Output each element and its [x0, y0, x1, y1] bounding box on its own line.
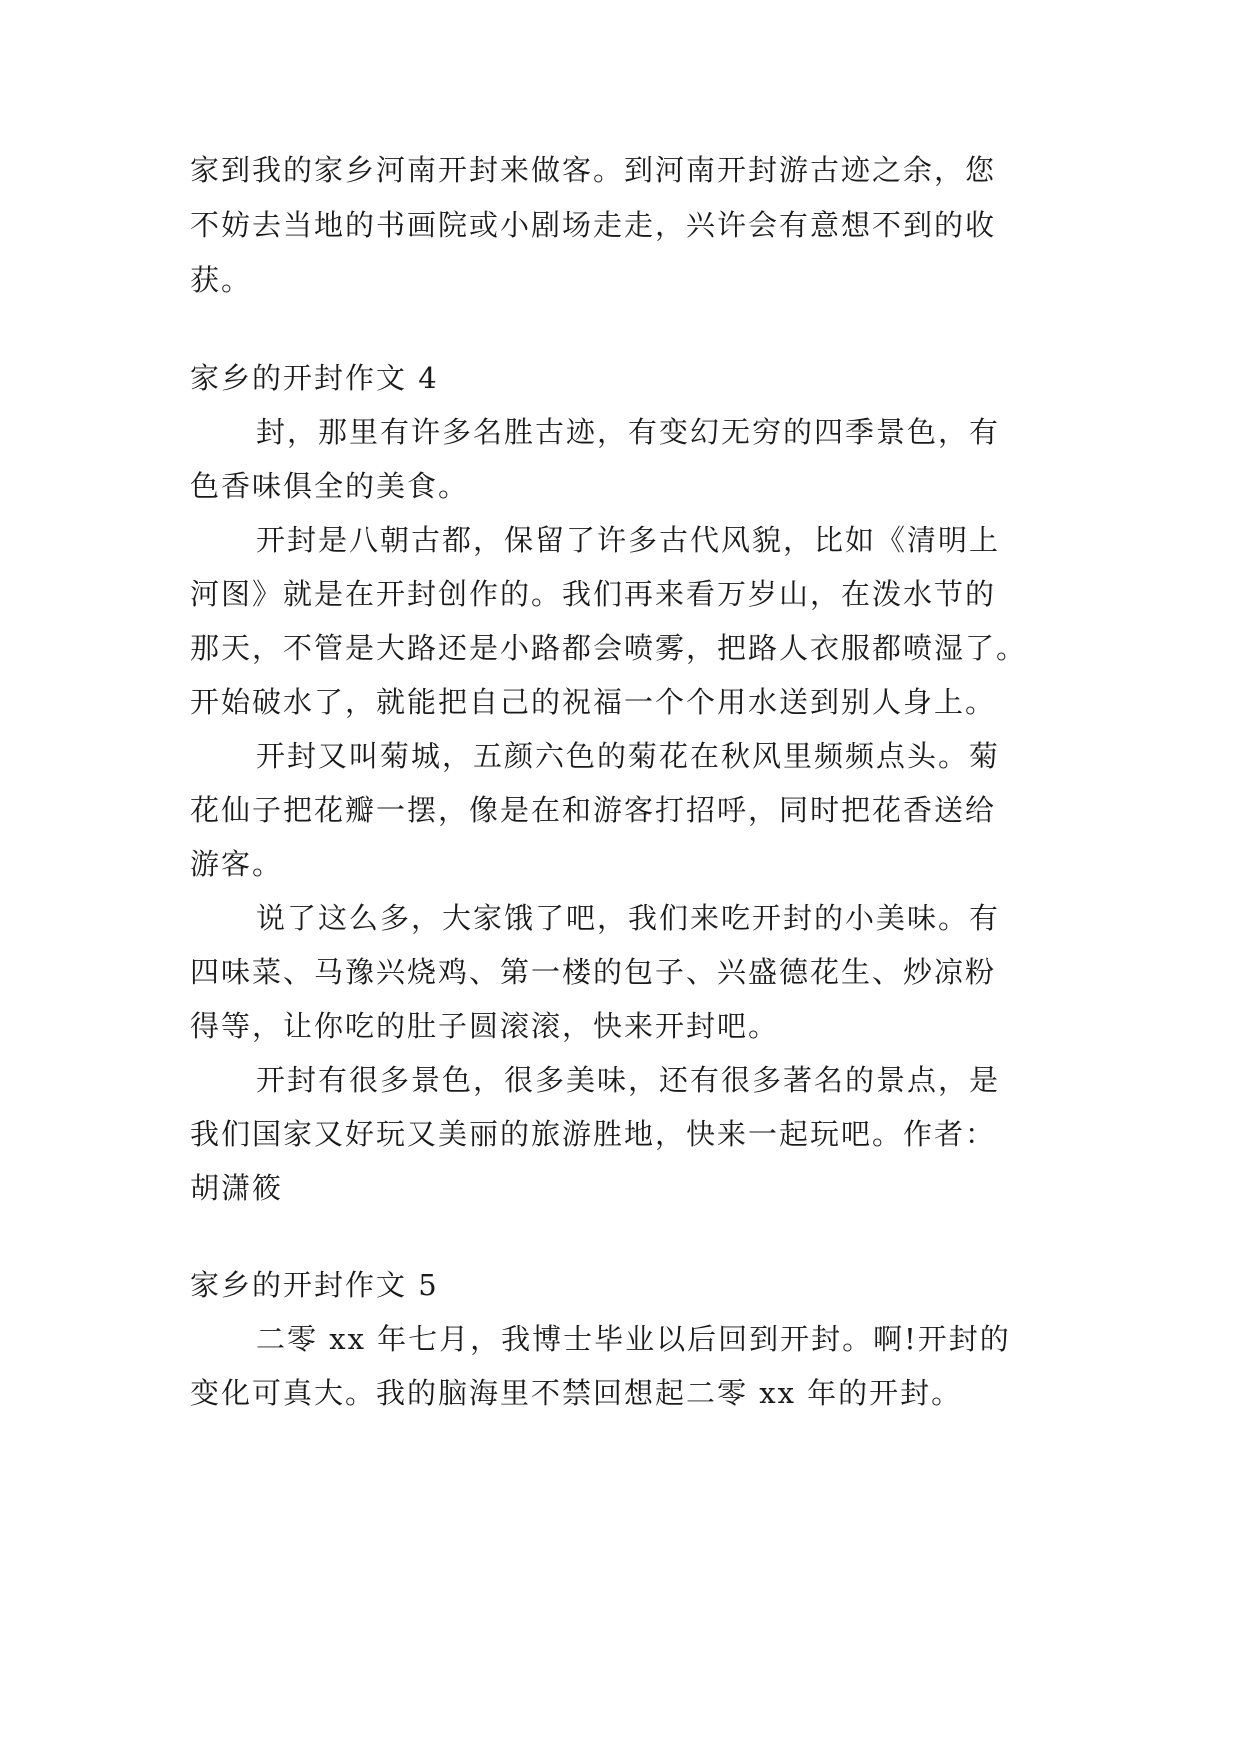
text-line: 开封是八朝古都，保留了许多古代风貌，比如《清明上: [256, 523, 1001, 557]
text-line: 游客。: [190, 847, 284, 881]
text-line: 封，那里有许多名胜古迹，有变幻无穷的四季景色，有: [256, 415, 1001, 449]
text-line: 那天，不管是大路还是小路都会喷雾，把路人衣服都喷湿了。: [190, 631, 1028, 665]
text-line: 说了这么多，大家饿了吧，我们来吃开封的小美味。有: [256, 901, 1001, 935]
text-line: 家到我的家乡河南开封来做客。到河南开封游古迹之余，您: [190, 153, 997, 187]
text-line: 开始破水了，就能把自己的祝福一个个用水送到别人身上。: [190, 685, 997, 719]
text-line: 河图》就是在开封创作的。我们再来看万岁山，在泼水节的: [190, 577, 997, 611]
text-line: 得等，让你吃的肚子圆滚滚，快来开封吧。: [190, 1009, 780, 1043]
text-line: 四味菜、马豫兴烧鸡、第一楼的包子、兴盛德花生、炒凉粉: [190, 955, 997, 989]
section-heading: 家乡的开封作文 4: [190, 361, 439, 395]
text-line: 开封有很多景色，很多美味，还有很多著名的景点，是: [256, 1063, 1001, 1097]
section-heading: 家乡的开封作文 5: [190, 1268, 439, 1302]
text-line: 开封又叫菊城，五颜六色的菊花在秋风里频频点头。菊: [256, 739, 1001, 773]
text-line: 胡潇筱: [190, 1171, 284, 1205]
text-line: 花仙子把花瓣一摆，像是在和游客打招呼，同时把花香送给: [190, 793, 997, 827]
text-line: 色香味俱全的美食。: [190, 469, 470, 503]
text-line: 变化可真大。我的脑海里不禁回想起二零 xx 年的开封。: [190, 1376, 963, 1410]
text-line: 我们国家又好玩又美丽的旅游胜地，快来一起玩吧。作者：: [190, 1117, 997, 1151]
text-line: 不妨去当地的书画院或小剧场走走，兴许会有意想不到的收: [190, 208, 997, 242]
text-line: 二零 xx 年七月，我博士毕业以后回到开封。啊!开封的: [256, 1322, 1011, 1356]
text-line: 获。: [190, 263, 253, 297]
